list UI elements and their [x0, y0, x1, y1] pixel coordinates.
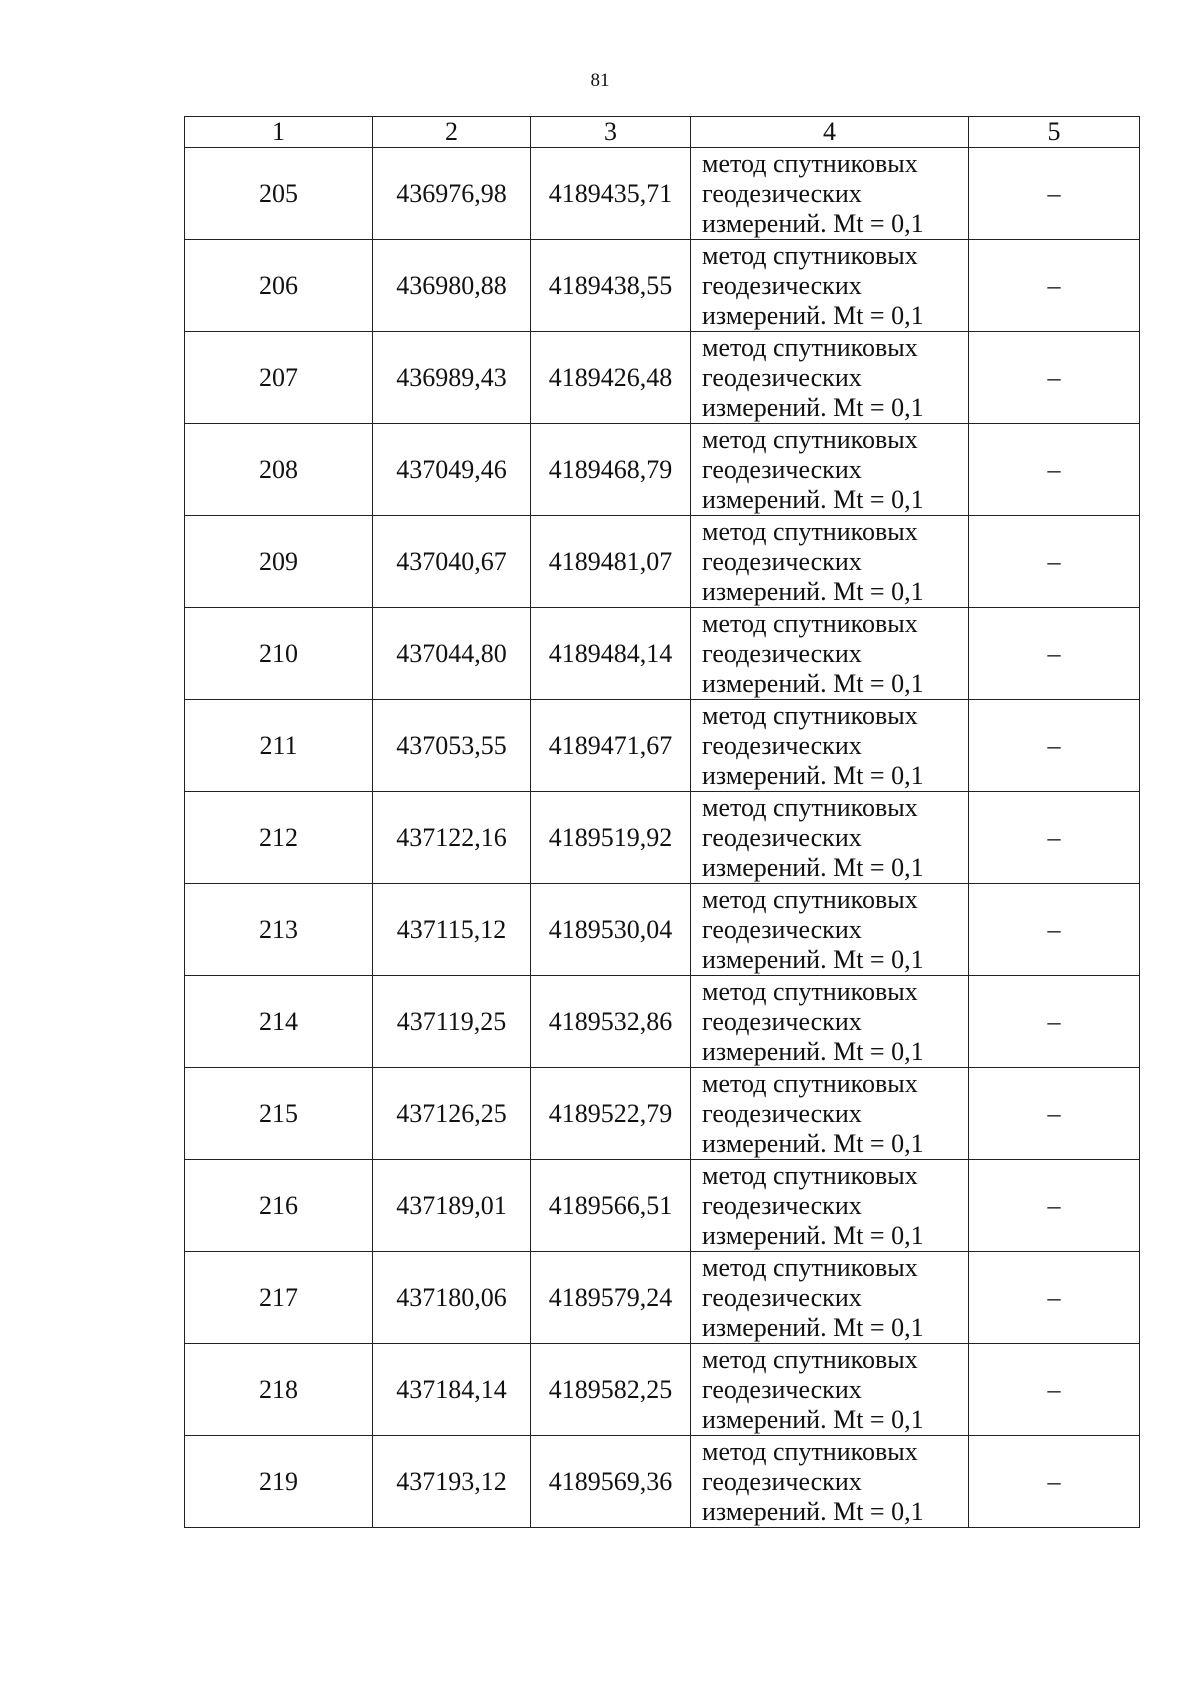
y-coordinate-cell: 4189522,79: [531, 1068, 691, 1160]
method-line: метод спутниковых: [702, 1068, 918, 1098]
x-coordinate-cell: 437184,14: [373, 1344, 531, 1436]
method-line: геодезических: [702, 270, 862, 300]
method-line: измерений. Mt = 0,1: [702, 300, 924, 330]
method-line: геодезических: [702, 1466, 862, 1496]
header-cell-2: 2: [373, 117, 531, 148]
x-coordinate-cell: 437053,55: [373, 700, 531, 792]
table-row: [185, 1344, 1140, 1436]
point-number-cell: 212: [185, 792, 373, 884]
x-coordinate-cell: 436989,43: [373, 332, 531, 424]
note-cell: –: [969, 792, 1140, 884]
method-line: метод спутниковых: [702, 608, 918, 638]
header-cell-5: 5: [969, 117, 1140, 148]
x-coordinate-cell: 437126,25: [373, 1068, 531, 1160]
method-line: метод спутниковых: [702, 148, 918, 178]
point-number-cell: 206: [185, 240, 373, 332]
point-number-cell: 208: [185, 424, 373, 516]
y-coordinate-cell: 4189579,24: [531, 1252, 691, 1344]
method-line: измерений. Mt = 0,1: [702, 852, 924, 882]
method-line: геодезических: [702, 178, 862, 208]
method-line: метод спутниковых: [702, 516, 918, 546]
method-cell: [691, 700, 969, 792]
table-row: [185, 516, 1140, 608]
page-number: 81: [590, 70, 610, 91]
note-cell: –: [969, 976, 1140, 1068]
method-cell: [691, 240, 969, 332]
header-cell-1: 1: [185, 117, 373, 148]
table-row: [185, 1068, 1140, 1160]
method-line: измерений. Mt = 0,1: [702, 484, 924, 514]
method-line: метод спутниковых: [702, 700, 918, 730]
method-line: измерений. Mt = 0,1: [702, 944, 924, 974]
method-line: геодезических: [702, 546, 862, 576]
point-number-cell: 211: [185, 700, 373, 792]
note-cell: –: [969, 1344, 1140, 1436]
x-coordinate-cell: 436980,88: [373, 240, 531, 332]
table-row: [185, 240, 1140, 332]
method-line: геодезических: [702, 730, 862, 760]
method-line: измерений. Mt = 0,1: [702, 1036, 924, 1066]
method-line: измерений. Mt = 0,1: [702, 1404, 924, 1434]
x-coordinate-cell: 437122,16: [373, 792, 531, 884]
y-coordinate-cell: 4189438,55: [531, 240, 691, 332]
method-line: геодезических: [702, 914, 862, 944]
method-line: метод спутниковых: [702, 240, 918, 270]
method-line: геодезических: [702, 1374, 862, 1404]
x-coordinate-cell: 437040,67: [373, 516, 531, 608]
point-number-cell: 217: [185, 1252, 373, 1344]
method-line: геодезических: [702, 1006, 862, 1036]
method-line: геодезических: [702, 638, 862, 668]
y-coordinate-cell: 4189484,14: [531, 608, 691, 700]
method-line: метод спутниковых: [702, 1252, 918, 1282]
x-coordinate-cell: 437119,25: [373, 976, 531, 1068]
method-cell: [691, 976, 969, 1068]
x-coordinate-cell: 437115,12: [373, 884, 531, 976]
note-cell: –: [969, 148, 1140, 240]
method-line: геодезических: [702, 822, 862, 852]
y-coordinate-cell: 4189532,86: [531, 976, 691, 1068]
point-number-cell: 215: [185, 1068, 373, 1160]
note-cell: –: [969, 332, 1140, 424]
method-line: измерений. Mt = 0,1: [702, 668, 924, 698]
y-coordinate-cell: 4189471,67: [531, 700, 691, 792]
header-cell-4: 4: [691, 117, 969, 148]
note-cell: –: [969, 1252, 1140, 1344]
method-line: метод спутниковых: [702, 424, 918, 454]
point-number-cell: 219: [185, 1436, 373, 1528]
method-line: метод спутниковых: [702, 792, 918, 822]
point-number-cell: 218: [185, 1344, 373, 1436]
note-cell: –: [969, 1068, 1140, 1160]
point-number-cell: 207: [185, 332, 373, 424]
table-row: [185, 1436, 1140, 1528]
method-cell: [691, 1252, 969, 1344]
x-coordinate-cell: 437044,80: [373, 608, 531, 700]
method-cell: [691, 1344, 969, 1436]
y-coordinate-cell: 4189519,92: [531, 792, 691, 884]
method-cell: [691, 1160, 969, 1252]
x-coordinate-cell: 436976,98: [373, 148, 531, 240]
method-line: метод спутниковых: [702, 976, 918, 1006]
point-number-cell: 210: [185, 608, 373, 700]
method-line: геодезических: [702, 454, 862, 484]
method-cell: [691, 884, 969, 976]
note-cell: –: [969, 608, 1140, 700]
method-line: геодезических: [702, 1190, 862, 1220]
note-cell: –: [969, 516, 1140, 608]
y-coordinate-cell: 4189426,48: [531, 332, 691, 424]
table-row: [185, 424, 1140, 516]
table-row: [185, 884, 1140, 976]
y-coordinate-cell: 4189566,51: [531, 1160, 691, 1252]
y-coordinate-cell: 4189481,07: [531, 516, 691, 608]
method-line: измерений. Mt = 0,1: [702, 392, 924, 422]
table-row: [185, 792, 1140, 884]
method-line: геодезических: [702, 1282, 862, 1312]
table-row: [185, 700, 1140, 792]
table-row: [185, 976, 1140, 1068]
method-line: геодезических: [702, 362, 862, 392]
y-coordinate-cell: 4189468,79: [531, 424, 691, 516]
method-line: измерений. Mt = 0,1: [702, 208, 924, 238]
y-coordinate-cell: 4189582,25: [531, 1344, 691, 1436]
method-cell: [691, 424, 969, 516]
method-line: измерений. Mt = 0,1: [702, 1128, 924, 1158]
method-cell: [691, 1068, 969, 1160]
point-number-cell: 205: [185, 148, 373, 240]
note-cell: –: [969, 700, 1140, 792]
note-cell: –: [969, 1160, 1140, 1252]
point-number-cell: 216: [185, 1160, 373, 1252]
method-cell: [691, 332, 969, 424]
method-cell: [691, 608, 969, 700]
method-line: измерений. Mt = 0,1: [702, 1496, 924, 1526]
note-cell: –: [969, 1436, 1140, 1528]
method-line: геодезических: [702, 1098, 862, 1128]
x-coordinate-cell: 437189,01: [373, 1160, 531, 1252]
method-cell: [691, 792, 969, 884]
method-line: измерений. Mt = 0,1: [702, 576, 924, 606]
header-cell-3: 3: [531, 117, 691, 148]
x-coordinate-cell: 437180,06: [373, 1252, 531, 1344]
table-row: [185, 332, 1140, 424]
method-line: измерений. Mt = 0,1: [702, 760, 924, 790]
x-coordinate-cell: 437049,46: [373, 424, 531, 516]
y-coordinate-cell: 4189569,36: [531, 1436, 691, 1528]
table-row: [185, 1252, 1140, 1344]
point-number-cell: 213: [185, 884, 373, 976]
point-number-cell: 209: [185, 516, 373, 608]
table-row: [185, 608, 1140, 700]
method-cell: [691, 516, 969, 608]
table-row: [185, 1160, 1140, 1252]
method-cell: [691, 148, 969, 240]
point-number-cell: 214: [185, 976, 373, 1068]
table-header-row: [185, 117, 1140, 148]
note-cell: –: [969, 240, 1140, 332]
coordinates-table: [184, 116, 1140, 1528]
y-coordinate-cell: 4189435,71: [531, 148, 691, 240]
method-line: измерений. Mt = 0,1: [702, 1312, 924, 1342]
method-cell: [691, 1436, 969, 1528]
method-line: метод спутниковых: [702, 884, 918, 914]
x-coordinate-cell: 437193,12: [373, 1436, 531, 1528]
method-line: метод спутниковых: [702, 1344, 918, 1374]
table-row: [185, 148, 1140, 240]
y-coordinate-cell: 4189530,04: [531, 884, 691, 976]
note-cell: –: [969, 884, 1140, 976]
method-line: метод спутниковых: [702, 1160, 918, 1190]
note-cell: –: [969, 424, 1140, 516]
method-line: измерений. Mt = 0,1: [702, 1220, 924, 1250]
method-line: метод спутниковых: [702, 1436, 918, 1466]
method-line: метод спутниковых: [702, 332, 918, 362]
